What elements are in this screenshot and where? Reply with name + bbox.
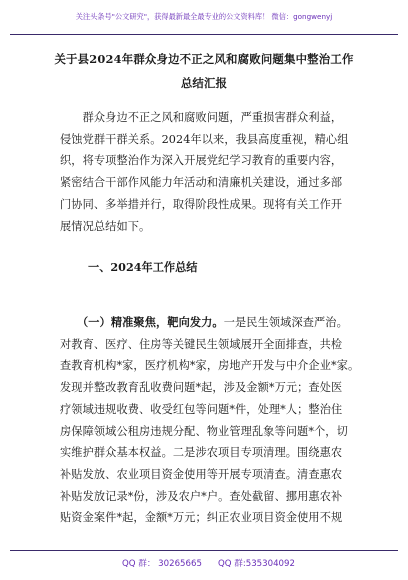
subsection-first-line-rest: 一是民生领域深查严治。	[223, 316, 348, 329]
body-line: 疗领域违规收费、收受红包等问题*件，处理*人；整治住	[60, 402, 343, 416]
intro-line: 侵蚀党群干群关系。2024年以来，我县高度重视，精心组	[60, 132, 349, 146]
header-banner: 关注头条号"公文研究"，获得最新最全最专业的公文资料库！ 微信：gongwenyj	[75, 12, 333, 21]
intro-paragraph	[60, 107, 360, 237]
footer-qq-group-1: QQ 群： 30265665	[122, 559, 202, 569]
intro-line: 展情况总结如下。	[60, 219, 151, 233]
body-line: 补贴发放记录*份，涉及农户*户。查处截留、挪用惠农补	[60, 489, 343, 503]
intro-line: 群众身边不正之风和腐败问题，严重损害群众利益，	[60, 111, 343, 124]
body-line: 补贴发放、农业项目资金使用等开展专项清查。清查惠农	[60, 467, 343, 481]
footer-qq-group-2: QQ 群:535304092	[218, 559, 295, 569]
intro-line: 门协同、多举措并行，取得阶段性成果。现将有关工作开	[60, 197, 343, 211]
body-line: 实维护群众基本权益。二是涉农项目专项清理。围绕惠农	[60, 446, 343, 460]
document-title-continued: 总结汇报	[180, 76, 228, 90]
intro-line: 织，将专项整治作为深入开展党纪学习教育的重要内容，	[60, 154, 343, 168]
intro-line: 紧密结合干部作风能力年活动和清廉机关建设，通过多部	[60, 176, 343, 190]
subsection-heading: （一）精准聚焦，靶向发力。	[82, 315, 224, 329]
document-title: 关于县2024年群众身边不正之风和腐败问题集中整治工作	[54, 52, 354, 66]
body-line: 对教育、医疗、住房等关键民生领域展开全面排查，共检	[60, 337, 343, 351]
body-line: 发现并整改教育乱收费问题*起，涉及金额*万元；查处医	[60, 381, 343, 395]
header-divider	[10, 34, 398, 35]
subsection-first-line	[60, 312, 360, 334]
body-line: 房保障领域公租房违规分配、物业管理乱象等问题*个，切	[60, 424, 348, 438]
footer	[0, 551, 408, 580]
section-heading: 一、2024年工作总结	[88, 260, 198, 274]
body-paragraph	[60, 312, 360, 529]
body-line: 贴资金案件*起，金额*万元；纠正农业项目资金使用不规	[60, 511, 343, 525]
body-line: 查教育机构*家，医疗机构*家，房地产开发与中介企业*家。	[60, 359, 360, 373]
